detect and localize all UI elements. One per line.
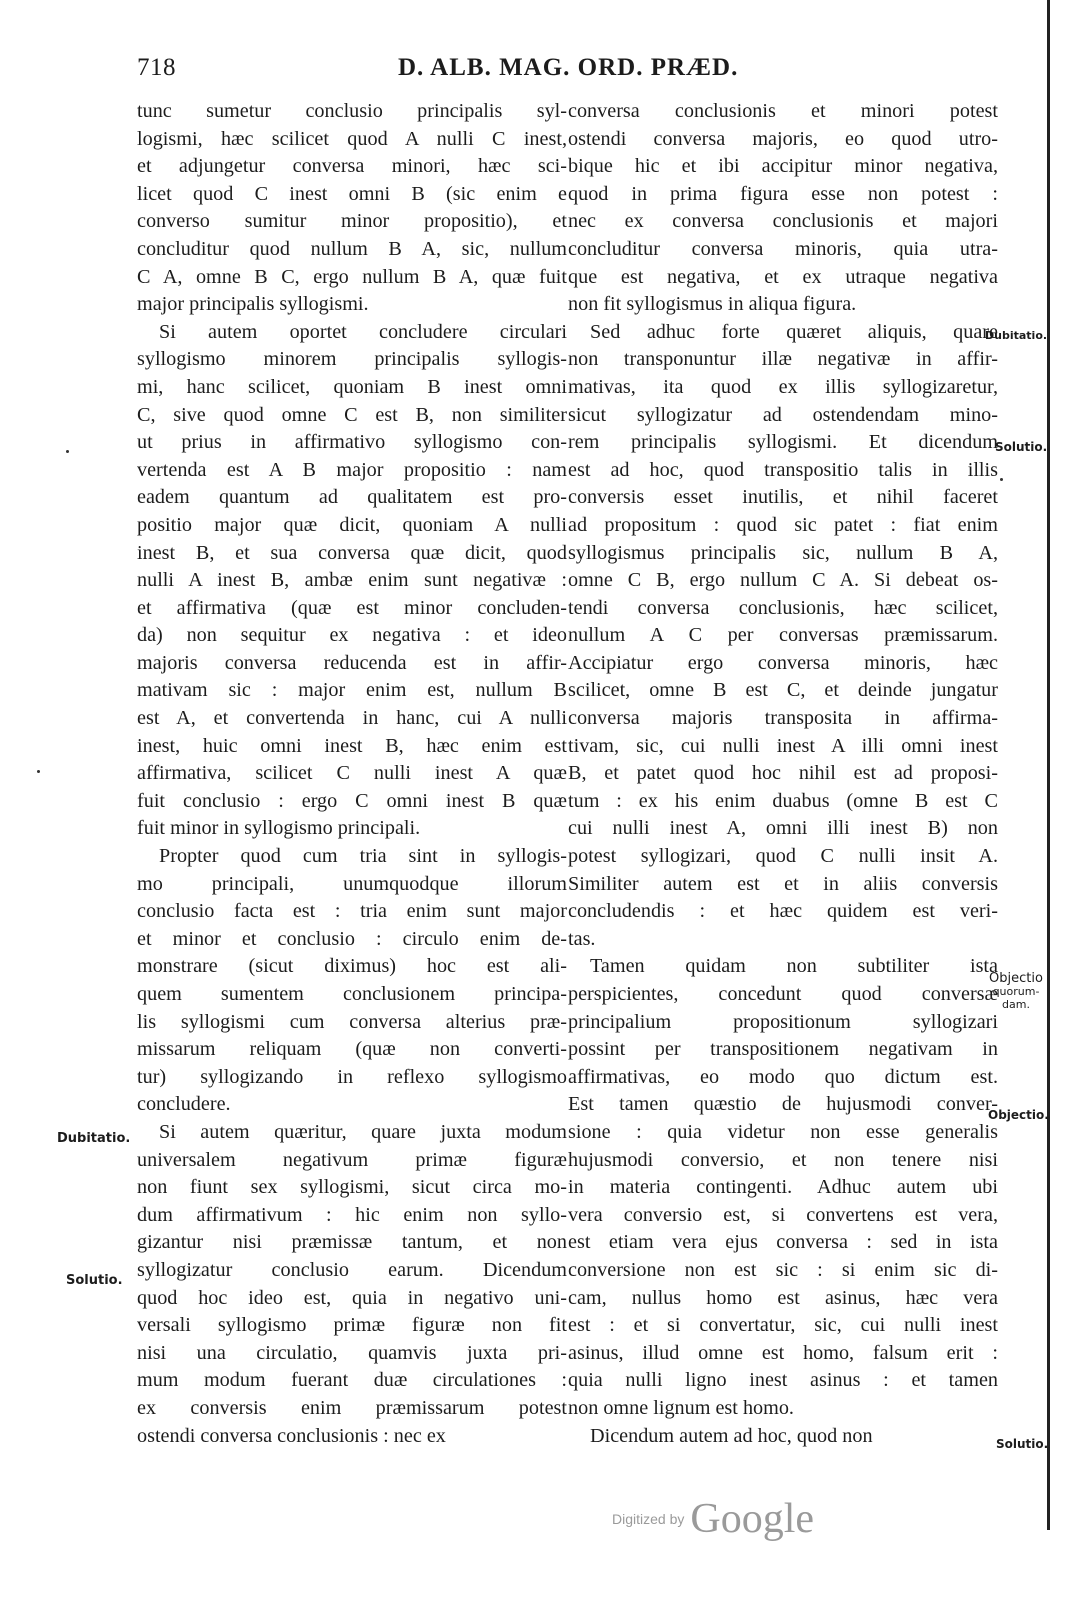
text-line: est etiam vera ejus conversa : sed in ista: [568, 1231, 998, 1254]
text-line: potest syllogizari, quod C nulli insit A.: [568, 845, 998, 868]
text-line: non fit syllogismus in aliqua figura.: [568, 293, 857, 316]
objectio-quorumdam-line3: dam.: [1002, 998, 1030, 1011]
text-line: missarum reliquam (quæ non converti-: [137, 1038, 567, 1061]
text-line: syllogismo minorem principalis syllogis-: [137, 348, 567, 371]
text-line: non fiunt sex syllogismi, sicut circa mo-: [137, 1176, 567, 1199]
text-line: nulli A inest B, ambæ enim sunt negativæ :: [137, 569, 567, 592]
text-line: Accipiatur ergo conversa minoris, hæc: [568, 651, 998, 674]
watermark-brand: Google: [690, 1496, 815, 1542]
text-line: mi, hanc scilicet, quoniam B inest omni: [137, 375, 567, 398]
paragraph: [137, 843, 567, 1119]
text-line: tivam, sic, cui nulli inest A illi omni inest: [568, 734, 998, 757]
paragraph: [568, 319, 998, 954]
text-line: dum affirmativum : hic enim non syllo-: [137, 1203, 567, 1226]
margin-note-dubitatio-left: Dubitatio.: [57, 1131, 131, 1146]
text-line: converso sumitur minor propositio), et: [137, 210, 567, 233]
text-line: asinus, illud omne est homo, falsum erit :: [568, 1341, 998, 1364]
text-line: nullum A C per conversas præmissarum.: [568, 624, 998, 647]
text-line: omne C B, ergo nullum C A. Si debeat os-: [568, 569, 998, 592]
text-line: hujusmodi conversio, et non tenere nisi: [568, 1148, 998, 1171]
ink-speck: [37, 770, 40, 773]
text-line: et adjungetur conversa minori, hæc sci-: [137, 155, 567, 178]
google-watermark: [612, 1495, 814, 1543]
text-line: non omne lignum est homo.: [568, 1396, 794, 1419]
text-line: conversis esset inutilis, et nihil faceret: [568, 486, 998, 509]
text-line: da) non sequitur ex negativa : et ideo: [137, 624, 567, 647]
text-line: positio major quæ dicit, quoniam A nulli: [137, 513, 567, 536]
text-line: lis syllogismi cum conversa alterius præ-: [137, 1010, 567, 1033]
text-line: mativam sic : major enim est, nullum B: [137, 679, 567, 702]
text-line: affirmativas, eo modo quo dictum est.: [568, 1065, 998, 1088]
text-line: cui nulli inest A, omni illi inest B) non: [568, 817, 998, 840]
running-head: D. ALB. MAG. ORD. PRÆD.: [398, 54, 739, 81]
text-line: quem sumentem conclusionem principa-: [137, 983, 567, 1005]
text-line: nec ex conversa conclusionis et majori: [568, 210, 998, 233]
objectio-quorumdam-line1: Objectio: [989, 971, 1043, 986]
text-line: quod in prima figura esse non potest :: [568, 182, 998, 205]
text-line: concludere.: [137, 1093, 231, 1116]
text-line: quod hoc ideo est, quia in negativo uni-: [137, 1286, 567, 1309]
text-line: ad propositum : quod sic patet : fiat enim: [568, 513, 998, 536]
text-line: principalium propositionum syllogizari: [568, 1010, 998, 1033]
paragraph: [568, 1423, 998, 1451]
text-line: rem principalis syllogismi. Et dicendum: [568, 431, 998, 454]
text-line: gizantur nisi præmissæ tantum, et non: [137, 1231, 567, 1254]
margin-note-solutio-right-2: Solutio.: [996, 1437, 1049, 1451]
text-line: tum : ex his enim duabus (omne B est C: [568, 789, 998, 812]
paragraph: [137, 1119, 567, 1450]
text-line: cam, nullus homo est asinus, hæc vera: [568, 1286, 998, 1309]
text-line: est ad hoc, quod transpositio talis in illis: [568, 458, 998, 481]
text-line: sione : quia videtur non esse generalis: [568, 1120, 998, 1143]
text-line: inest B, et sua conversa quæ dicit, quod: [137, 541, 567, 564]
page-number: 718: [137, 54, 176, 81]
paragraph: [137, 319, 567, 843]
watermark-prefix: Digitized by: [612, 1511, 685, 1527]
text-line: Si autem quæritur, quare juxta modum: [159, 1120, 567, 1143]
text-line: mum modum fuerant duæ circulationes :: [137, 1369, 567, 1392]
text-line: ostendi conversa conclusionis : nec ex: [137, 1424, 446, 1447]
text-line: vera conversio est, si convertens est vera,: [568, 1203, 998, 1226]
text-line: mativas, ita quod ex illis syllogizaretur,: [568, 375, 998, 398]
text-line: scilicet, omne B est C, et deinde jungatur: [568, 679, 998, 702]
text-line: C A, omne B C, ergo nullum B A, quæ fuit: [137, 265, 567, 288]
text-line: syllogismus principalis sic, nullum B A,: [568, 541, 998, 564]
margin-note-solutio-right-1: Solutio.: [995, 440, 1048, 454]
text-line: est : et si convertatur, sic, cui nulli inest: [568, 1314, 998, 1337]
text-line: ostendi conversa majoris, eo quod utro-: [568, 127, 998, 150]
margin-note-dubitatio-right: Dubitatio.: [985, 329, 1048, 342]
text-line: conversa majoris transposita in affirma-: [568, 707, 998, 730]
text-line: fuit minor in syllogismo principali.: [137, 817, 421, 840]
margin-note-objectio: Objectio.: [988, 1108, 1049, 1122]
text-line: fuit conclusio : ergo C omni inest B quæ: [137, 789, 567, 812]
text-line: est A, et convertenda in hanc, cui A nulli: [137, 707, 567, 730]
text-line: mo principali, unumquodque illorum: [137, 872, 567, 895]
text-line: Est tamen quæstio de hujusmodi conver-: [568, 1093, 998, 1116]
text-line: logismi, hæc scilicet quod A nulli C inest,: [137, 127, 567, 150]
text-line: tas.: [568, 927, 596, 950]
text-line: licet quod C inest omni B (sic enim e: [137, 182, 567, 205]
text-line: syllogizatur conclusio earum. Dicendum: [137, 1258, 567, 1281]
text-line: inest, huic omni inest B, hæc enim est: [137, 734, 567, 757]
text-line: Propter quod cum tria sint in syllogis-: [159, 845, 567, 868]
text-line: universalem negativum primæ figuræ: [137, 1148, 567, 1171]
text-line: sicut syllogizatur ad ostendendam mino-: [568, 403, 998, 426]
text-line: et affirmativa (quæ est minor concluden-: [137, 596, 567, 619]
text-line: Sed adhuc forte quæret aliquis, quare: [590, 320, 998, 343]
ink-speck: [66, 450, 69, 453]
text-line: concluditur conversa minoris, quia utra-: [568, 237, 998, 260]
margin-note-objectio-quorumdam: [984, 972, 1048, 1011]
text-line: quia nulli ligno inest asinus : et tamen: [568, 1369, 998, 1392]
text-line: concluditur quod nullum B A, sic, nullum: [137, 237, 567, 260]
ink-speck: [1000, 478, 1003, 481]
page-edge-rule: [1047, 0, 1050, 1530]
text-line: Similiter autem est et in aliis conversis: [568, 872, 998, 895]
text-line: non transponuntur illæ negativæ in affir-: [568, 348, 998, 371]
text-line: conclusio facta est : tria enim sunt major: [137, 900, 567, 923]
margin-note-solutio-left: Solutio.: [66, 1273, 123, 1288]
text-line: tunc sumetur conclusio principalis syl-: [137, 100, 567, 122]
paragraph: [568, 98, 998, 319]
text-line: Dicendum autem ad hoc, quod non: [590, 1424, 873, 1447]
text-line: ex conversis enim præmissarum potest: [137, 1396, 567, 1419]
text-line: tendi conversa conclusionis, hæc scilicet,: [568, 596, 998, 619]
text-line: perspicientes, concedunt quod conversæ: [568, 983, 998, 1005]
left-column: [137, 98, 567, 1450]
text-line: monstrare (sicut diximus) hoc est ali-: [137, 955, 567, 978]
text-line: possint per transpositionem negativam in: [568, 1038, 998, 1061]
text-line: affirmativa, scilicet C nulli inest A quæ: [137, 762, 567, 785]
text-line: concludendis : et hæc quidem est veri-: [568, 900, 998, 923]
text-line: bique hic et ibi accipitur minor negativa,: [568, 155, 998, 178]
text-line: majoris conversa reducenda est in affir-: [137, 651, 567, 674]
text-line: vertenda est A B major propositio : nam: [137, 458, 567, 481]
text-line: versali syllogismo primæ figuræ non fit: [137, 1314, 567, 1337]
text-line: Tamen quidam non subtiliter ista: [590, 955, 998, 978]
paragraph: [137, 98, 567, 319]
paragraph: [568, 953, 998, 1422]
text-line: major principalis syllogismi.: [137, 293, 369, 316]
text-line: eadem quantum ad qualitatem est pro-: [137, 486, 567, 509]
text-line: ut prius in affirmativo syllogismo con-: [137, 431, 567, 454]
text-line: conversione non est sic : si enim sic di-: [568, 1258, 998, 1281]
right-column: [568, 98, 998, 1450]
text-line: B, et patet quod hoc nihil est ad proposi-: [568, 762, 998, 785]
objectio-quorumdam-line2: quorum-: [992, 985, 1040, 998]
text-line: in materia contingenti. Adhuc autem ubi: [568, 1176, 998, 1199]
text-line: nisi una circulatio, quamvis juxta pri-: [137, 1341, 567, 1364]
text-line: conversa conclusionis et minori potest: [568, 100, 998, 122]
text-line: Si autem oportet concludere circulari: [159, 320, 567, 343]
text-line: C, sive quod omne C est B, non similiter: [137, 403, 567, 426]
text-line: que est negativa, et ex utraque negativa: [568, 265, 998, 288]
text-line: tur) syllogizando in reflexo syllogismo: [137, 1065, 567, 1088]
text-line: et minor et conclusio : circulo enim de-: [137, 927, 567, 950]
